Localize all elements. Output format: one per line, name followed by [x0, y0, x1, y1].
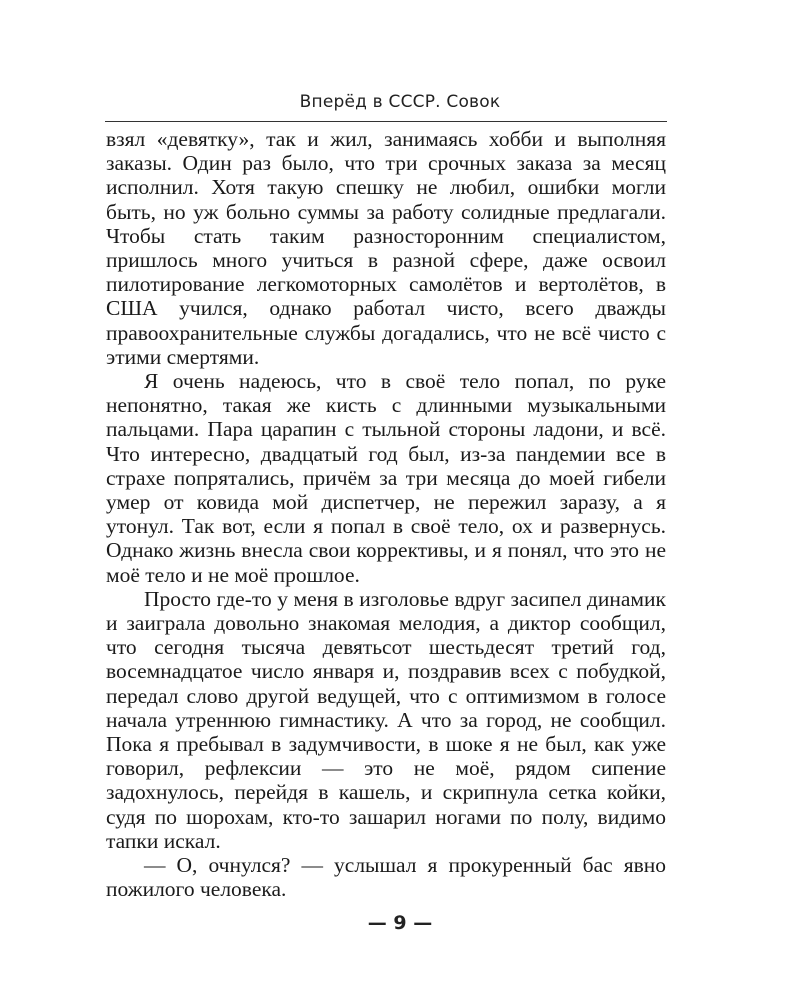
- header-rule: [105, 121, 667, 122]
- paragraph-continued: взял «девятку», так и жил, занимаясь хобби и выполняя заказы. Один раз было, что три срочных заказа за месяц исполнил. Хотя такую спешку не любил, ошибки могли быть, но уж больно суммы за работу солидные предлагали. Чтобы стать таким разносторонним специалистом, пришлось много учиться в разной сфере, даже освоил пилотирование легкомоторных самолётов и вертолётов, в США учился, однако работал чисто, всего дважды правоохранительные службы догадались, что не всё чисто с этими смертями.: [106, 127, 666, 369]
- paragraph: Я очень надеюсь, что в своё тело попал, по руке непонятно, такая же кисть с длинными музыкальными пальцами. Пара царапин с тыльной стороны ладони, и всё. Что интересно, двадцатый год был, из-за пандемии все в страхе попрятались, причём за три месяца до моей гибели умер от ковида мой диспетчер, не пережил заразу, а я утонул. Так вот, если я попал в своё тело, ох и развернусь. Однако жизнь внесла свои коррективы, и я понял, что это не моё тело и не моё прошлое.: [106, 369, 666, 587]
- page-body: [106, 127, 666, 902]
- paragraph-dialogue: — О, очнулся? — услышал я прокуренный бас явно пожилого человека.: [106, 853, 666, 902]
- running-title: Вперёд в СССР. Совок: [299, 92, 501, 112]
- page-number: — 9 —: [367, 912, 433, 934]
- paragraph: Просто где-то у меня в изголовье вдруг засипел динамик и заиграла довольно знакомая мелодия, а диктор сообщил, что сегодня тысяча девятьсот шестьдесят третий год, восемнадцатое число января и, поздравив всех с побудкой, передал слово другой ведущей, что с оптимизмом в голосе начала утреннюю гимнастику. А что за город, не сообщил. Пока я пребывал в задумчивости, в шоке я не был, как уже говорил, рефлексии — это не моё, рядом сипение задохнулось, перейдя в кашель, и скрипнула сетка койки, судя по шорохам, кто-то зашарил ногами по полу, видимо тапки искал.: [106, 586, 666, 853]
